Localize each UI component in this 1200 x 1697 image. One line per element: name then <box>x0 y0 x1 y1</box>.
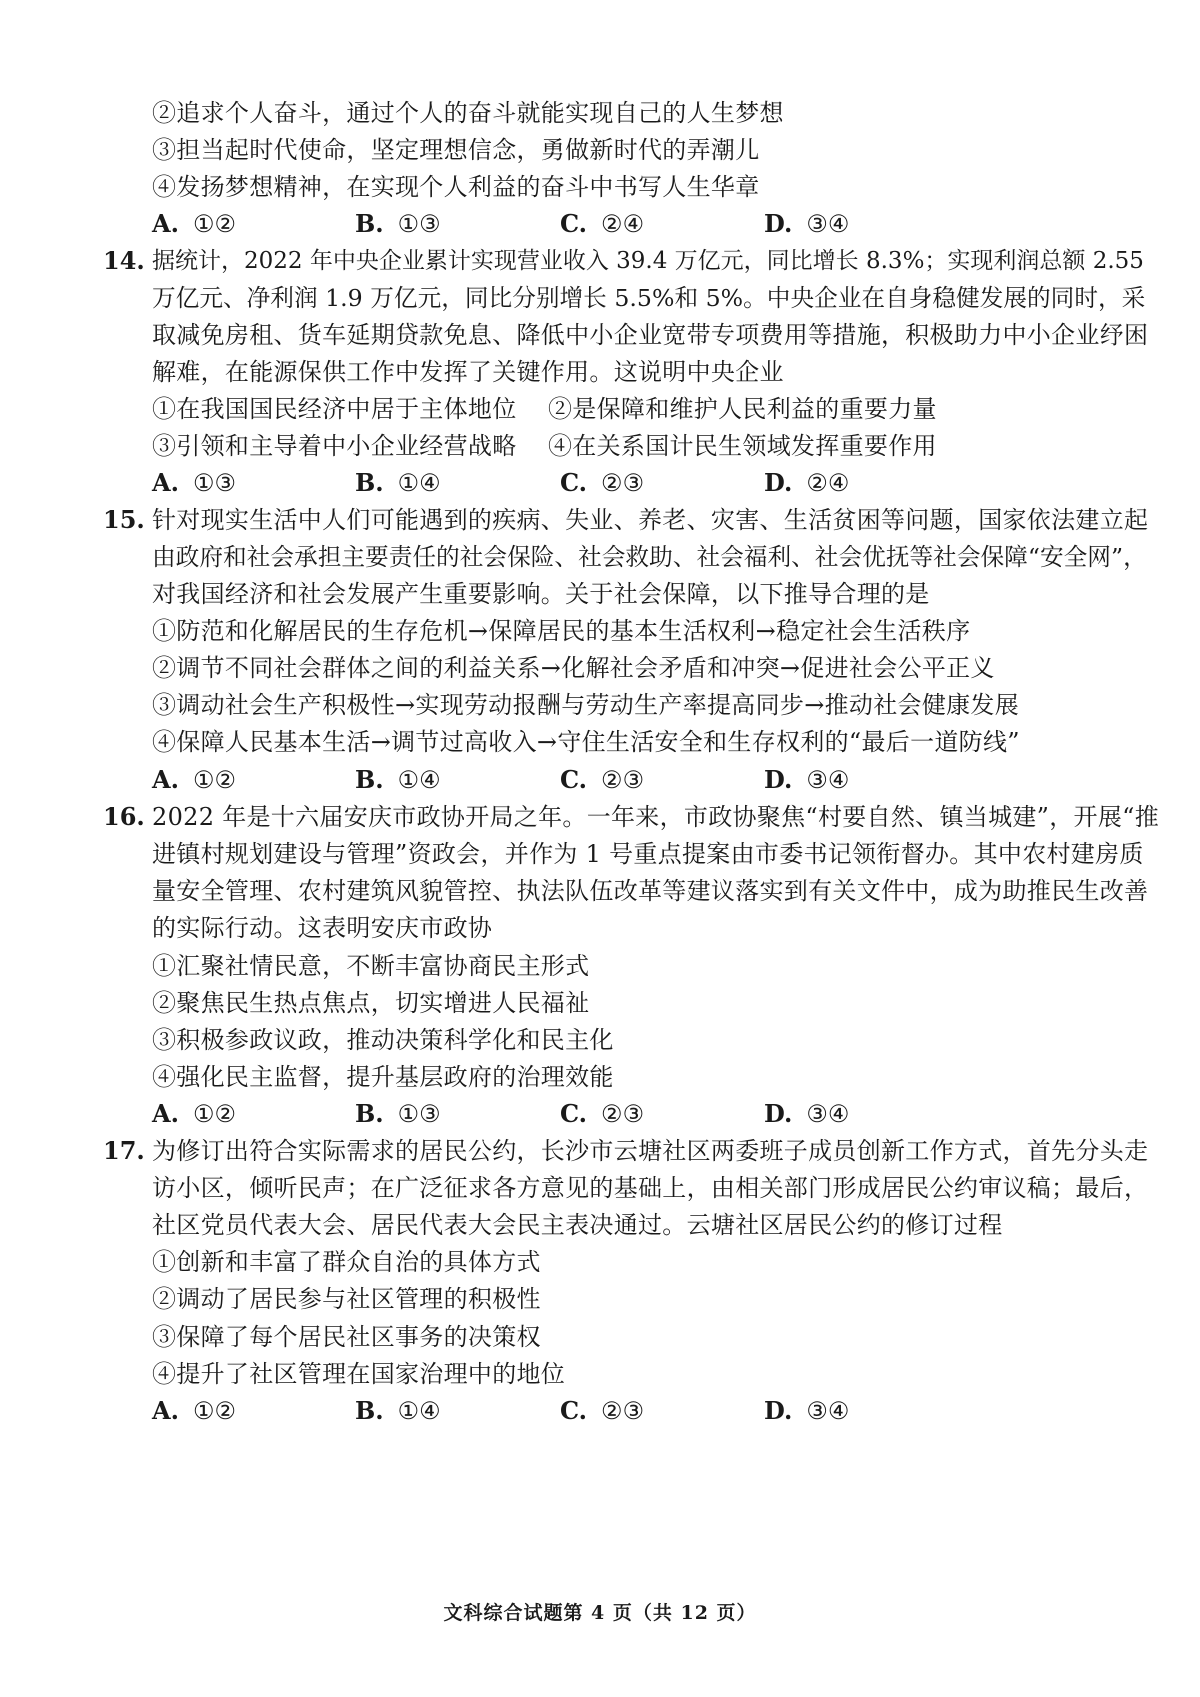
q14-statement-1: ①在我国国民经济中居于主体地位 <box>152 395 517 423</box>
q16-stem-line-1: 2022 年是十六届安庆市政协开局之年。一年来，市政协聚焦“村要自然、镇当城建”，开展“推 <box>152 803 1160 831</box>
q16-option-c: C. ②③ <box>560 1099 645 1128</box>
q16-statement-1: ①汇聚社情民意，不断丰富协商民主形式 <box>152 952 590 980</box>
q13-statement-3: ③担当起时代使命，坚定理想信念，勇做新时代的弄潮儿 <box>152 136 760 164</box>
q16-statement-4: ④强化民主监督，提升基层政府的治理效能 <box>152 1063 614 1091</box>
q17-stem-line-3: 社区党员代表大会、居民代表大会民主表决通过。云塘社区居民公约的修订过程 <box>152 1211 1003 1239</box>
q14-statement-3: ③引领和主导着中小企业经营战略 <box>152 432 517 460</box>
q13-option-a: A. ①② <box>152 209 237 238</box>
q14-option-d: D. ②④ <box>764 468 850 497</box>
q17-statement-3: ③保障了每个居民社区事务的决策权 <box>152 1323 541 1351</box>
q17-number: 17. <box>103 1136 145 1165</box>
q15-option-d: D. ③④ <box>764 765 850 794</box>
q16-stem-line-2: 进镇村规划建设与管理”资政会，并作为 1 号重点提案由市委书记领衔督办。其中农村建房质 <box>152 840 1144 868</box>
q17-stem-line-2: 访小区，倾听民声；在广泛征求各方意见的基础上，由相关部门形成居民公约审议稿；最后， <box>152 1174 1149 1202</box>
q14-number: 14. <box>103 246 145 275</box>
q16-option-d: D. ③④ <box>764 1099 850 1128</box>
q15-statement-1: ①防范和化解居民的生存危机→保障居民的基本生活权利→稳定社会生活秩序 <box>152 617 971 645</box>
q15-statement-4: ④保障人民基本生活→调节过高收入→守住生活安全和生存权利的“最后一道防线” <box>152 728 1020 756</box>
q14-statement-2: ②是保障和维护人民利益的重要力量 <box>548 395 937 423</box>
page-footer: 文科综合试题第 4 页（共 12 页） <box>443 1602 757 1624</box>
q16-option-a: A. ①② <box>152 1099 237 1128</box>
q14-statement-4: ④在关系国计民生领域发挥重要作用 <box>548 432 937 460</box>
q17-statement-1: ①创新和丰富了群众自治的具体方式 <box>152 1248 541 1276</box>
q14-stem-line-4: 解难，在能源保供工作中发挥了关键作用。这说明中央企业 <box>152 358 784 386</box>
q14-stem-line-3: 取减免房租、货车延期贷款免息、降低中小企业宽带专项费用等措施，积极助力中小企业纾困 <box>152 321 1149 349</box>
q13-option-c: C. ②④ <box>560 209 645 238</box>
q16-stem-line-4: 的实际行动。这表明安庆市政协 <box>152 914 493 942</box>
q17-statement-2: ②调动了居民参与社区管理的积极性 <box>152 1285 541 1313</box>
q16-stem-line-3: 量安全管理、农村建筑风貌管控、执法队伍改革等建议落实到有关文件中，成为助推民生改善 <box>152 877 1149 905</box>
q17-option-a: A. ①② <box>152 1396 237 1425</box>
q14-stem-line-1: 据统计，2022 年中央企业累计实现营业收入 39.4 万亿元，同比增长 8.3%；实现利润总额 2.55 <box>152 248 1144 274</box>
q13-option-b: B. ①③ <box>355 209 441 238</box>
q15-option-c: C. ②③ <box>560 765 645 794</box>
q15-number: 15. <box>103 505 145 534</box>
q16-number: 16. <box>103 802 145 831</box>
q15-stem-line-2: 由政府和社会承担主要责任的社会保险、社会救助、社会福利、社会优抚等社会保障“安全网”， <box>152 543 1147 571</box>
q17-option-c: C. ②③ <box>560 1396 645 1425</box>
q14-option-b: B. ①④ <box>355 468 441 497</box>
q17-option-b: B. ①④ <box>355 1396 441 1425</box>
q16-option-b: B. ①③ <box>355 1099 441 1128</box>
q15-stem-line-1: 针对现实生活中人们可能遇到的疾病、失业、养老、灾害、生活贫困等问题，国家依法建立起 <box>152 506 1149 534</box>
q17-stem-line-1: 为修订出符合实际需求的居民公约，长沙市云塘社区两委班子成员创新工作方式，首先分头走 <box>152 1137 1149 1165</box>
q16-statement-2: ②聚焦民生热点焦点，切实增进人民福祉 <box>152 989 590 1017</box>
q14-stem-line-2: 万亿元、净利润 1.9 万亿元，同比分别增长 5.5%和 5%。中央企业在自身稳健发展的同时，采 <box>152 284 1146 312</box>
q15-option-b: B. ①④ <box>355 765 441 794</box>
q15-statement-3: ③调动社会生产积极性→实现劳动报酬与劳动生产率提高同步→推动社会健康发展 <box>152 691 1020 719</box>
q13-statement-2: ②追求个人奋斗，通过个人的奋斗就能实现自己的人生梦想 <box>152 99 784 127</box>
q16-statement-3: ③积极参政议政，推动决策科学化和民主化 <box>152 1026 614 1054</box>
q14-option-c: C. ②③ <box>560 468 645 497</box>
q13-statement-4: ④发扬梦想精神，在实现个人利益的奋斗中书写人生华章 <box>152 173 760 201</box>
q15-stem-line-3: 对我国经济和社会发展产生重要影响。关于社会保障，以下推导合理的是 <box>152 580 930 608</box>
q17-statement-4: ④提升了社区管理在国家治理中的地位 <box>152 1360 566 1388</box>
q14-option-a: A. ①③ <box>152 468 237 497</box>
q15-option-a: A. ①② <box>152 765 237 794</box>
q13-option-d: D. ③④ <box>764 209 850 238</box>
q17-option-d: D. ③④ <box>764 1396 850 1425</box>
q15-statement-2: ②调节不同社会群体之间的利益关系→化解社会矛盾和冲突→促进社会公平正义 <box>152 654 995 682</box>
